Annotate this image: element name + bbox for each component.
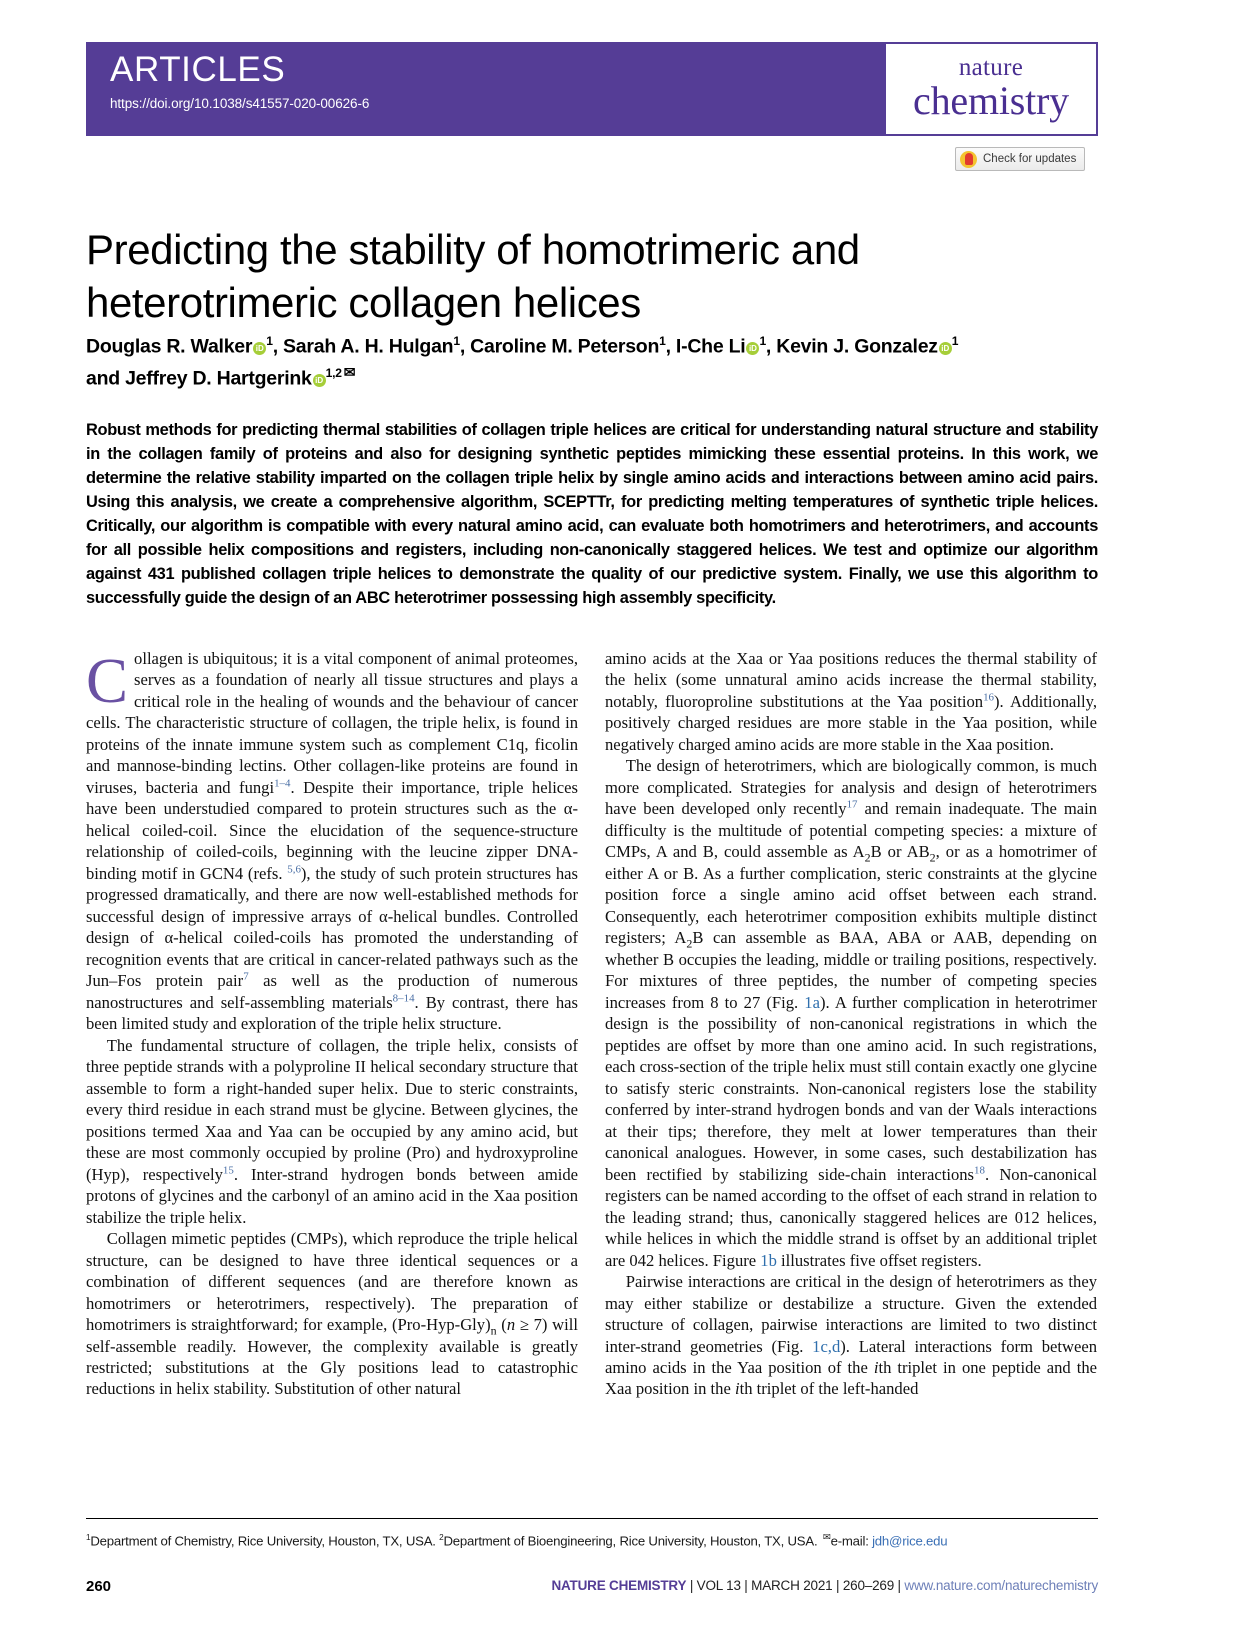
- affil-marker: 2: [439, 1533, 444, 1542]
- journal-footer-url[interactable]: www.nature.com/naturechemistry: [904, 1578, 1098, 1593]
- author-list: [86, 332, 1098, 394]
- author-affil-marker: 1: [453, 334, 460, 348]
- column-right: [605, 648, 1097, 1453]
- text-run: th triplet of the left-handed: [739, 1379, 919, 1399]
- italic-variable: n: [506, 1315, 516, 1335]
- author-name: and Jeffrey D. Hartgerink: [86, 367, 312, 390]
- body-columns: [86, 648, 1098, 1453]
- paragraph-intro: [86, 648, 578, 1035]
- email-icon: ✉: [822, 1532, 831, 1543]
- journal-logo-chemistry: chemistry: [913, 77, 1069, 123]
- text-run: ). Additionally, positively charged residues are more stable in the Yaa position, while negatively charged amino acids are more stable in the Xaa position.: [605, 691, 1097, 754]
- paragraph: [605, 648, 1097, 755]
- subscript: 2: [864, 850, 871, 865]
- reference-marker[interactable]: 16: [983, 691, 995, 704]
- reference-marker[interactable]: 1–4: [274, 777, 291, 790]
- doi-link[interactable]: https://doi.org/10.1038/s41557-020-00626-6: [110, 95, 370, 111]
- reference-marker[interactable]: 7: [243, 970, 249, 983]
- author-affil-marker: 1: [759, 334, 766, 348]
- text-run: B can assemble as BAA, ABA or AAB, depending on whether B occupies the leading, middle or trailing positions, respectively. For mixtures of three peptides, the number of competing species increases from 8 to 27 (Fig.: [605, 928, 1097, 1012]
- orcid-icon[interactable]: iD: [746, 342, 759, 355]
- italic-variable: i: [873, 1357, 879, 1377]
- affiliation-text: Department of Chemistry, Rice University, Houston, TX, USA.: [90, 1533, 440, 1549]
- email-link[interactable]: jdh@rice.edu: [872, 1533, 948, 1549]
- subscript: n: [490, 1323, 497, 1338]
- text-run: . Inter-strand hydrogen bonds between amide protons of glycines and the carbonyl of an amino acid in the Xaa position stabilize the triple helix.: [86, 1164, 578, 1227]
- journal-footer-name: NATURE CHEMISTRY: [551, 1578, 687, 1593]
- affiliation-text: Department of Bioengineering, Rice University, Houston, TX, USA.: [443, 1533, 821, 1549]
- subscript: 2: [686, 936, 693, 951]
- paragraph: [605, 1271, 1097, 1400]
- author-affil-marker: 1,2: [325, 366, 342, 381]
- author-name: Douglas R. Walker: [86, 335, 253, 358]
- check-for-updates-badge[interactable]: [955, 147, 1085, 171]
- text-run: Pairwise interactions are critical in the design of heterotrimers as they may either stabilize or destabilize a structure. Given the extended structure of collagen, pairwise interactions are limited to two distinct inter-strand geometries (Fig.: [605, 1272, 1097, 1356]
- journal-footer-meta: | VOL 13 | MARCH 2021 | 260–269 |: [686, 1578, 905, 1593]
- author-name: , Sarah A. H. Hulgan: [272, 335, 454, 358]
- text-run: . Despite their importance, triple helices have been understudied compared to protein structures such as the α-helical coiled-coil. Since the elucidation of the sequence-structure relationship of coiled-coils, beginning with the leucine zipper DNA-binding motif in GCN4 (refs.: [86, 777, 578, 883]
- reference-marker[interactable]: 18: [974, 1164, 985, 1177]
- figure-reference[interactable]: 1c,d: [812, 1336, 841, 1356]
- text-run: ). A further complication in heterotrimer design is the possibility of non-canonical registrations in which the peptides are offset by more than one amino acid. In such registrations, each cross-section of the triple helix must still contain exactly one glycine to satisfy steric constraints. Non-canonical registers lose the stability conferred by inter-strand hydrogen bonds and van der Waals interactions at their tips; therefore, they melt at lower temperatures than their canonical analogues. However, in some cases, such destabilization has been rectified by stabilizing side-chain interactions: [605, 992, 1097, 1184]
- text-run: Collagen mimetic peptides (CMPs), which reproduce the triple helical structure, can be designed to have three identical sequences or a combination of different sequences (and are therefore known as homotrimers or heterotrimers, respectively). The preparation of homotrimers is straightforward; for example, (Pro-Hyp-Gly): [86, 1229, 578, 1335]
- page-title: Predicting the stability of homotrimeric and heterotrimeric collagen helices: [86, 226, 860, 326]
- affil-marker: 1: [86, 1533, 91, 1542]
- orcid-icon[interactable]: iD: [939, 342, 952, 355]
- email-label: e-mail:: [830, 1533, 873, 1549]
- figure-reference[interactable]: 1a: [804, 992, 820, 1012]
- text-run: The fundamental structure of collagen, the triple helix, consists of three peptide strands with a polyproline II helical secondary structure that assemble to form a right-handed super helix. Due to steric constraints, every third residue in each strand must be glycine. Between glycines, the positions termed Xaa and Yaa can be occupied by any amino acid, but these are most commonly occupied by proline (Pro) and hydroxyproline (Hyp), respectively: [86, 1035, 578, 1184]
- page-number: 260: [86, 1578, 112, 1595]
- text-run: ollagen is ubiquitous; it is a vital component of animal proteomes, serves as a foundation of nearly all tissue structures and plays a critical role in the healing of wounds and the behaviour of cancer cells. The characteristic structure of collagen, the triple helix, is found in proteins of the innate immune system such as complement C1q, ficolin and mannose-binding lectins. Other collagen-like proteins are found in viruses, bacteria and fungi: [86, 649, 578, 797]
- author-affil-marker: 1: [659, 334, 666, 348]
- subscript: 2: [929, 850, 936, 865]
- text-run: amino acids at the Xaa or Yaa positions reduces the thermal stability of the helix (some unnatural amino acids increase the thermal stability, notably, fluoroproline substitutions at the Yaa position: [605, 649, 1097, 711]
- corresponding-author-icon: ✉: [343, 364, 356, 381]
- column-left: [86, 648, 578, 1453]
- paragraph: [86, 1228, 578, 1400]
- author-name: , I-Che Li: [665, 335, 746, 358]
- text-run: . By contrast, there has been limited study and exploration of the triple helix structure.: [86, 992, 578, 1034]
- journal-logo-nature: nature: [958, 53, 1024, 81]
- author-affil-marker: 1: [266, 334, 273, 348]
- check-for-updates-label: Check for updates: [983, 153, 1077, 165]
- text-run: , or as a homotrimer of either A or B. As a further complication, steric constraints at the glycine position force a single amino acid offset between each strand. Consequently, each heterotrimer composition exhibits multiple distinct registers; A: [605, 842, 1097, 948]
- journal-footer: [0, 1578, 1098, 1593]
- orcid-icon[interactable]: iD: [313, 374, 326, 387]
- author-name: , Caroline M. Peterson: [459, 335, 660, 358]
- text-run: th triplet in one peptide and the Xaa position in the: [605, 1357, 1097, 1399]
- text-run: as well as the production of numerous nanostructures and self-assembling materials: [86, 971, 578, 1012]
- reference-marker[interactable]: 8–14: [392, 992, 415, 1005]
- affiliations: [86, 1532, 1098, 1550]
- text-run: B or AB: [870, 842, 930, 862]
- reference-marker[interactable]: 5,6: [287, 863, 301, 876]
- footer-divider: [86, 1518, 1098, 1519]
- author-name: , Kevin J. Gonzalez: [765, 335, 938, 358]
- italic-variable: i: [734, 1379, 740, 1399]
- text-run: ), the study of such protein structures has progressed dramatically, and there are now well-established methods for successful design of impressive arrays of α-helical bundles. Controlled design of α-helical coiled-coils has promoted the understanding of recognition events that are critical in cancer-related pathways such as the Jun–Fos protein pair: [86, 863, 578, 991]
- drop-cap: C: [86, 646, 129, 716]
- masthead-banner: [86, 42, 884, 136]
- text-run: illustrates five offset registers.: [776, 1250, 982, 1270]
- text-run: ). Lateral interactions form between amino acids in the Yaa position of the: [605, 1336, 1097, 1377]
- author-affil-marker: 1: [951, 334, 959, 348]
- figure-reference[interactable]: 1b: [760, 1250, 777, 1270]
- paragraph: [605, 755, 1097, 1271]
- reference-marker[interactable]: 15: [222, 1164, 234, 1177]
- text-run: (: [496, 1315, 507, 1335]
- abstract: Robust methods for predicting thermal stabilities of collagen triple helices are critical for understanding natural structure and stability in the collagen family of proteins and also for designing synthetic peptides mimicking these essential proteins. In this work, we determine the relative stability imparted on the collagen triple helix by single amino acids and interactions between amino acid pairs. Using this analysis, we create a comprehensive algorithm, SCEPTTr, for predicting melting temperatures of synthetic triple helices. Critically, our algorithm is compatible with every natural amino acid, can evaluate both homotrimers and heterotrimers, and accounts for all possible helix compositions and registers, including non-canonically staggered helices. We test and optimize our algorithm against 431 published collagen triple helices to demonstrate the quality of our predictive system. Finally, we use this algorithm to successfully guide the design of an ABC heterotrimer possessing high assembly specificity.: [86, 421, 1098, 608]
- journal-logo: [884, 42, 1098, 136]
- text-run: . Non-canonical registers can be named according to the offset of each strand in relation to the leading strand; thus, canonically staggered helices are 012 helices, while helices in which the middle strand is offset by an additional triplet are 042 helices. Figure: [605, 1164, 1097, 1270]
- paragraph: [86, 1035, 578, 1228]
- crossmark-icon: [960, 151, 977, 168]
- text-run: and remain inadequate. The main difficulty is the multitude of potential competing species: a mixture of CMPs, A and B, could assemble as A: [605, 799, 1097, 862]
- text-run: The design of heterotrimers, which are biologically common, is much more complicated. Strategies for analysis and design of heterotrimers have been developed only recently: [605, 756, 1097, 819]
- section-label: ARTICLES: [110, 50, 286, 89]
- reference-marker[interactable]: 17: [846, 798, 858, 811]
- masthead: [86, 42, 1098, 136]
- orcid-icon[interactable]: iD: [253, 342, 266, 355]
- text-run: ≥ 7) will self-assemble readily. However, the complexity available is greatly restricted; substitutions at the Gly positions lead to catastrophic reductions in helix stability. Substitution of other natural: [86, 1315, 578, 1399]
